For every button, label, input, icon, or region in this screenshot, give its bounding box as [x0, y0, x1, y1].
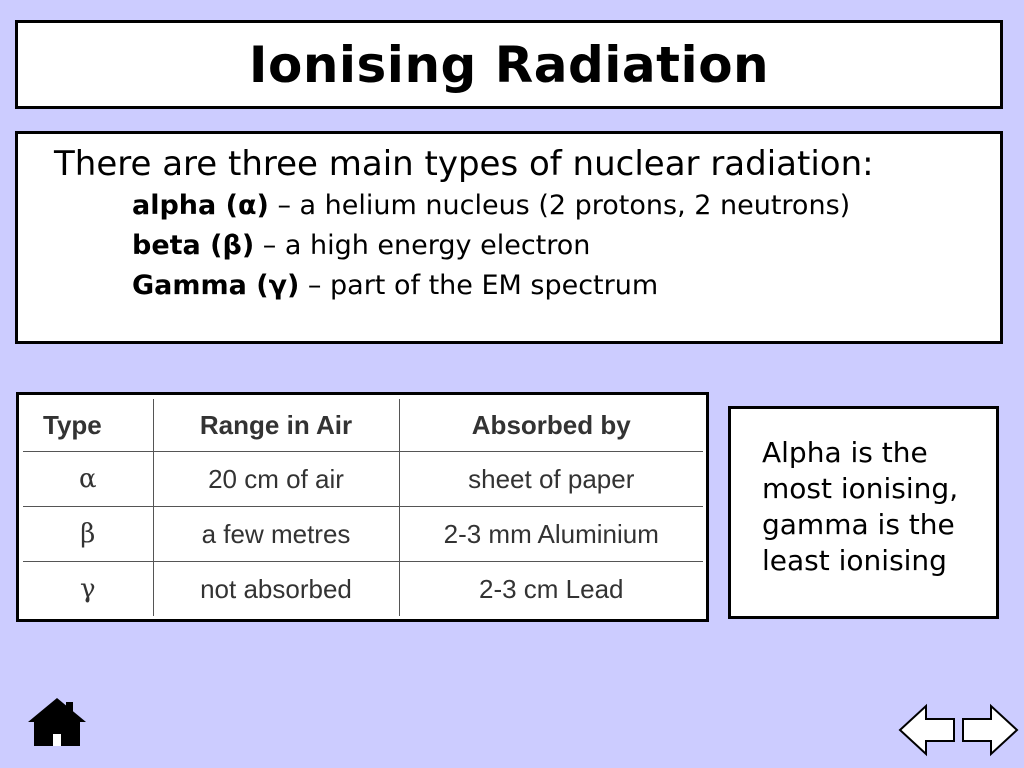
table-header-type: Type — [23, 399, 153, 452]
note-line: most ionising, — [762, 472, 959, 505]
table-cell-range: a few metres — [153, 507, 399, 562]
note-line: gamma is the — [762, 508, 955, 541]
intro-box — [15, 131, 1003, 344]
left-arrow-icon[interactable] — [898, 703, 956, 757]
note-text — [762, 435, 986, 579]
radiation-desc: – a high energy electron — [254, 230, 591, 261]
right-arrow-icon[interactable] — [961, 703, 1019, 757]
table-header-row — [23, 399, 703, 452]
table-cell-absorbed: sheet of paper — [399, 452, 703, 507]
table-cell-range: not absorbed — [153, 562, 399, 617]
radiation-name: alpha (α) — [132, 190, 269, 221]
note-line: Alpha is the — [762, 436, 928, 469]
radiation-table — [23, 399, 703, 616]
table-cell-absorbed: 2-3 cm Lead — [399, 562, 703, 617]
table-header-range: Range in Air — [153, 399, 399, 452]
table-cell-range: 20 cm of air — [153, 452, 399, 507]
radiation-name: Gamma (γ) — [132, 270, 300, 301]
radiation-desc: – part of the EM spectrum — [299, 270, 659, 301]
slide-title: Ionising Radiation — [248, 35, 770, 94]
radiation-item-alpha — [132, 186, 1000, 226]
table-cell-absorbed: 2-3 mm Aluminium — [399, 507, 703, 562]
note-line: least ionising — [762, 544, 947, 577]
radiation-name: beta (β) — [132, 230, 255, 261]
table-cell-type: γ — [23, 562, 153, 617]
radiation-item-beta — [132, 226, 1000, 266]
table-row — [23, 562, 703, 617]
radiation-item-gamma — [132, 266, 1000, 306]
table-row — [23, 507, 703, 562]
table-row — [23, 452, 703, 507]
title-box — [15, 20, 1003, 109]
home-icon[interactable] — [26, 696, 88, 748]
note-box — [728, 406, 999, 619]
table-cell-type: α — [23, 452, 153, 507]
radiation-table-frame — [16, 392, 709, 622]
radiation-desc: – a helium nucleus (2 protons, 2 neutrons) — [268, 190, 851, 221]
intro-lead: There are three main types of nuclear radiation: — [54, 144, 874, 184]
radiation-list — [54, 186, 1000, 306]
table-header-absorbed: Absorbed by — [399, 399, 703, 452]
table-cell-type: β — [23, 507, 153, 562]
